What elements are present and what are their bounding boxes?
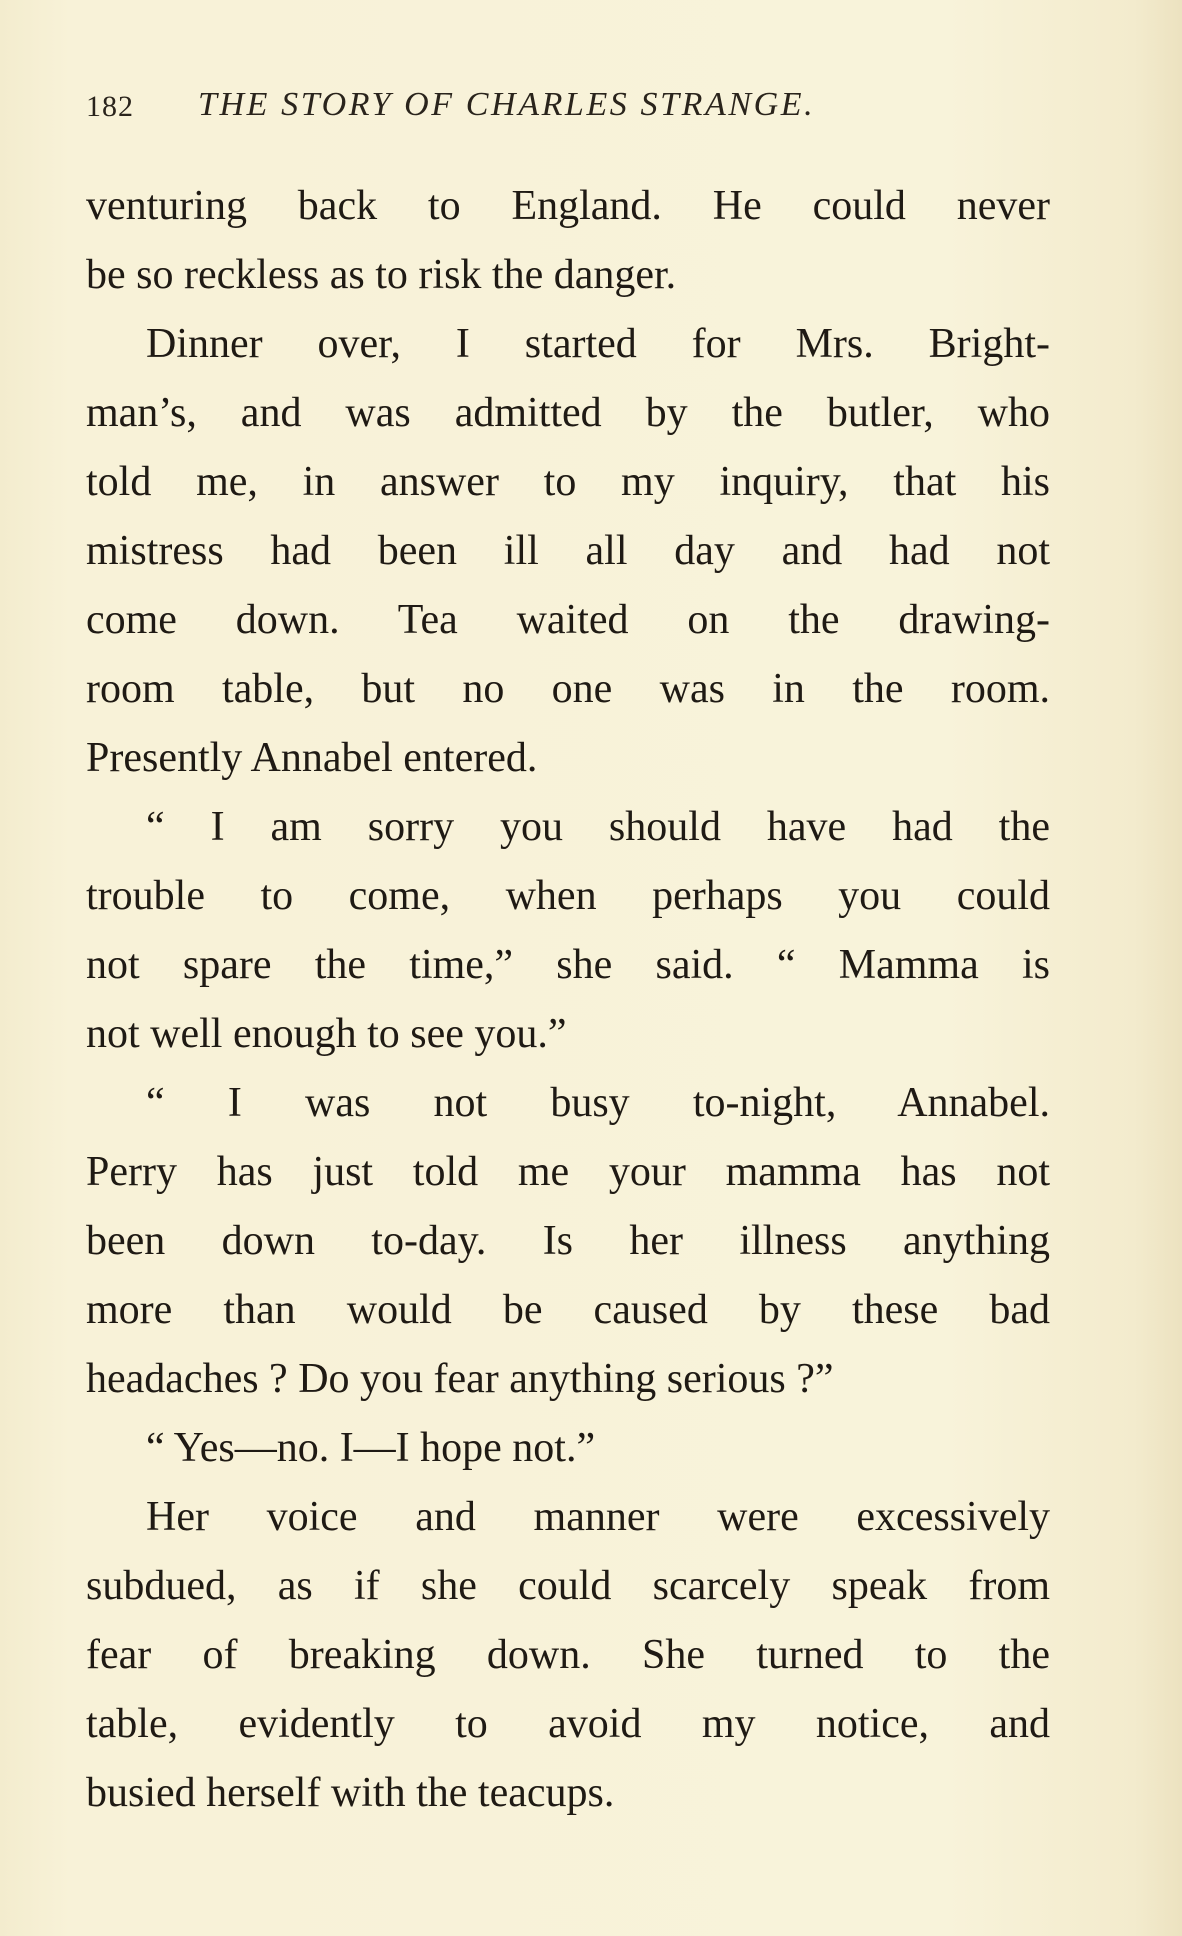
text-line: man’s, and was admitted by the butler, who [86,390,1050,436]
text-line: subdued, as if she could scarcely speak from [86,1563,1050,1609]
text-line: Perry has just told me your mamma has not [86,1149,1050,1195]
text-line: room table, but no one was in the room. [86,666,1050,712]
text-line: headaches ? Do you fear anything serious ?” [86,1356,834,1402]
page-number: 182 [86,90,134,123]
text-line: venturing back to England. He could never [86,183,1050,229]
running-title: THE STORY OF CHARLES STRANGE. [198,86,816,123]
text-line: more than would be caused by these bad [86,1287,1050,1333]
text-line: “ I was not busy to-night, Annabel. [146,1080,1050,1126]
text-line: fear of breaking down. She turned to the [86,1632,1050,1678]
text-line: been down to-day. Is her illness anything [86,1218,1050,1264]
text-line: Dinner over, I started for Mrs. Bright- [146,321,1050,367]
text-line: Her voice and manner were excessively [146,1494,1050,1540]
text-line: table, evidently to avoid my notice, and [86,1701,1050,1747]
running-head [86,86,1086,136]
text-line: Presently Annabel entered. [86,735,538,781]
text-line: busied herself with the teacups. [86,1770,615,1816]
text-line: come down. Tea waited on the drawing- [86,597,1050,643]
text-line: mistress had been ill all day and had not [86,528,1050,574]
text-line: not spare the time,” she said. “ Mamma is [86,942,1050,988]
text-line: “ Yes—no. I—I hope not.” [146,1425,596,1471]
text-line: not well enough to see you.” [86,1011,567,1057]
text-line: told me, in answer to my inquiry, that his [86,459,1050,505]
body-text [86,172,1050,1828]
text-line: be so reckless as to risk the danger. [86,252,677,298]
text-line: “ I am sorry you should have had the [146,804,1050,850]
text-line: trouble to come, when perhaps you could [86,873,1050,919]
